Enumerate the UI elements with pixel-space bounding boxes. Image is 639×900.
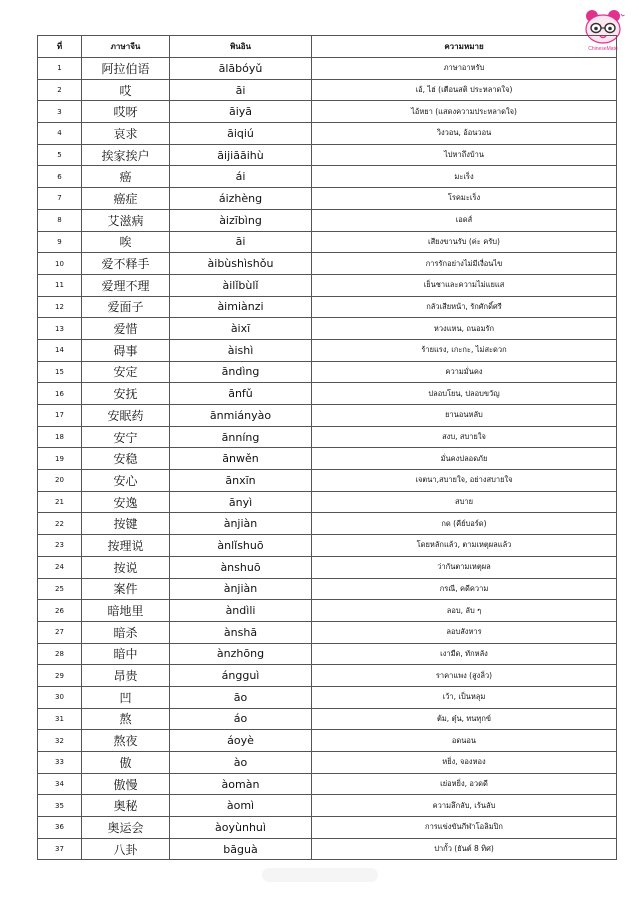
- chinese-word: 案件: [82, 578, 170, 600]
- row-number: 10: [38, 253, 82, 275]
- table-row: [38, 123, 617, 145]
- pinyin-text: āi: [170, 231, 312, 253]
- table-row: [38, 79, 617, 101]
- thai-meaning: กด (คีย์บอร์ด): [312, 513, 617, 535]
- table-row: [38, 730, 617, 752]
- row-number: 12: [38, 296, 82, 318]
- pinyin-text: àoyùnhuì: [170, 817, 312, 839]
- chinese-word: 爱不释手: [82, 253, 170, 275]
- table-row: [38, 318, 617, 340]
- pinyin-text: ānfǔ: [170, 383, 312, 405]
- thai-meaning: โรคมะเร็ง: [312, 188, 617, 210]
- table-row: [38, 58, 617, 80]
- pinyin-text: ànzhōng: [170, 643, 312, 665]
- table-row: [38, 274, 617, 296]
- thai-meaning: ยานอนหลับ: [312, 405, 617, 427]
- pinyin-text: āijiāāihù: [170, 144, 312, 166]
- table-row: [38, 621, 617, 643]
- chinese-word: 挨家挨户: [82, 144, 170, 166]
- row-number: 25: [38, 578, 82, 600]
- table-row: [38, 817, 617, 839]
- table-body: [38, 58, 617, 860]
- thai-meaning: เสียงขานรับ (ค่ะ ครับ): [312, 231, 617, 253]
- table-header-row: [38, 36, 617, 58]
- pinyin-text: ānníng: [170, 426, 312, 448]
- table-row: [38, 578, 617, 600]
- chinese-word: 八卦: [82, 838, 170, 860]
- thai-meaning: หยิ่ง, จองหอง: [312, 752, 617, 774]
- thai-meaning: หวงแหน, ถนอมรัก: [312, 318, 617, 340]
- table-row: [38, 535, 617, 557]
- chinese-word: 安定: [82, 361, 170, 383]
- pinyin-text: ānxīn: [170, 470, 312, 492]
- row-number: 31: [38, 708, 82, 730]
- thai-meaning: เย่อหยิ่ง, อวดดี: [312, 773, 617, 795]
- chinese-word: 唉: [82, 231, 170, 253]
- thai-meaning: การแข่งขันกีฬาโอลิมปิก: [312, 817, 617, 839]
- chinese-word: 癌症: [82, 188, 170, 210]
- chinese-word: 傲慢: [82, 773, 170, 795]
- table-row: [38, 101, 617, 123]
- table-row: [38, 556, 617, 578]
- chinese-word: 艾滋病: [82, 209, 170, 231]
- pinyin-text: àixī: [170, 318, 312, 340]
- chinese-word: 安抚: [82, 383, 170, 405]
- thai-meaning: โดยหลักแล้ว, ตามเหตุผลแล้ว: [312, 535, 617, 557]
- row-number: 2: [38, 79, 82, 101]
- pinyin-text: ànjiàn: [170, 513, 312, 535]
- thai-meaning: ความมั่นคง: [312, 361, 617, 383]
- row-number: 23: [38, 535, 82, 557]
- table-row: [38, 795, 617, 817]
- row-number: 9: [38, 231, 82, 253]
- row-number: 34: [38, 773, 82, 795]
- thai-meaning: ปากั้ว (ยันต์ 8 ทิศ): [312, 838, 617, 860]
- table-row: [38, 643, 617, 665]
- row-number: 33: [38, 752, 82, 774]
- chinese-word: 爱理不理: [82, 274, 170, 296]
- thai-meaning: ความลึกลับ, เร้นลับ: [312, 795, 617, 817]
- row-number: 14: [38, 339, 82, 361]
- chinese-word: 暗杀: [82, 621, 170, 643]
- thai-meaning: เงามืด, ทักหลัง: [312, 643, 617, 665]
- thai-meaning: การรักอย่างไม่มีเงื่อนไข: [312, 253, 617, 275]
- table-row: [38, 361, 617, 383]
- row-number: 21: [38, 491, 82, 513]
- chinese-word: 按说: [82, 556, 170, 578]
- row-number: 36: [38, 817, 82, 839]
- chinese-word: 安稳: [82, 448, 170, 470]
- vocabulary-table: [37, 35, 617, 860]
- thai-meaning: เอดส์: [312, 209, 617, 231]
- row-number: 5: [38, 144, 82, 166]
- header-number: ที่: [38, 36, 82, 58]
- table-row: [38, 752, 617, 774]
- table-row: [38, 600, 617, 622]
- row-number: 19: [38, 448, 82, 470]
- table-row: [38, 686, 617, 708]
- thai-meaning: เย็นชาและความไม่แยแส: [312, 274, 617, 296]
- chinese-word: 安宁: [82, 426, 170, 448]
- row-number: 29: [38, 665, 82, 687]
- pinyin-text: ànjiàn: [170, 578, 312, 600]
- thai-meaning: ไปหาถึงบ้าน: [312, 144, 617, 166]
- pinyin-text: àomàn: [170, 773, 312, 795]
- thai-meaning: ว่ากันตามเหตุผล: [312, 556, 617, 578]
- chinese-word: 熬夜: [82, 730, 170, 752]
- chinese-word: 暗地里: [82, 600, 170, 622]
- row-number: 28: [38, 643, 82, 665]
- pinyin-text: áo: [170, 708, 312, 730]
- logo-caption: ChineseMate: [588, 46, 618, 52]
- table-row: [38, 209, 617, 231]
- pinyin-text: bāguà: [170, 838, 312, 860]
- chinese-word: 安心: [82, 470, 170, 492]
- chinese-word: 哀求: [82, 123, 170, 145]
- table-row: [38, 448, 617, 470]
- thai-meaning: กลัวเสียหน้า, รักศักดิ์ศรี: [312, 296, 617, 318]
- row-number: 16: [38, 383, 82, 405]
- chinese-word: 傲: [82, 752, 170, 774]
- pinyin-text: áizhèng: [170, 188, 312, 210]
- chinese-word: 碍事: [82, 339, 170, 361]
- row-number: 11: [38, 274, 82, 296]
- row-number: 30: [38, 686, 82, 708]
- table-row: [38, 773, 617, 795]
- thai-meaning: ลอบสังหาร: [312, 621, 617, 643]
- chinese-word: 奥秘: [82, 795, 170, 817]
- row-number: 32: [38, 730, 82, 752]
- chinese-word: 奥运会: [82, 817, 170, 839]
- pinyin-text: ào: [170, 752, 312, 774]
- chinese-word: 癌: [82, 166, 170, 188]
- pinyin-text: ángguì: [170, 665, 312, 687]
- pinyin-text: àilǐbùlǐ: [170, 274, 312, 296]
- table-row: [38, 513, 617, 535]
- pinyin-text: ànlǐshuō: [170, 535, 312, 557]
- row-number: 18: [38, 426, 82, 448]
- thai-meaning: เว้า, เป็นหลุม: [312, 686, 617, 708]
- row-number: 4: [38, 123, 82, 145]
- table-row: [38, 231, 617, 253]
- table-row: [38, 188, 617, 210]
- thai-meaning: ราคาแพง (สูงลิ่ว): [312, 665, 617, 687]
- chinese-word: 爱惜: [82, 318, 170, 340]
- thai-meaning: กรณี, คดีความ: [312, 578, 617, 600]
- table-row: [38, 708, 617, 730]
- table-row: [38, 296, 617, 318]
- pinyin-text: āiqiú: [170, 123, 312, 145]
- thai-meaning: มั่นคงปลอดภัย: [312, 448, 617, 470]
- pinyin-text: āndìng: [170, 361, 312, 383]
- thai-meaning: สงบ, สบายใจ: [312, 426, 617, 448]
- row-number: 26: [38, 600, 82, 622]
- thai-meaning: อดนอน: [312, 730, 617, 752]
- thai-meaning: วิงวอน, อ้อนวอน: [312, 123, 617, 145]
- table-row: [38, 838, 617, 860]
- table-row: [38, 426, 617, 448]
- thai-meaning: ต้ม, ตุ๋น, ทนทุกข์: [312, 708, 617, 730]
- row-number: 6: [38, 166, 82, 188]
- table-row: [38, 405, 617, 427]
- chinese-word: 熬: [82, 708, 170, 730]
- pinyin-text: ái: [170, 166, 312, 188]
- pinyin-text: àimiànzi: [170, 296, 312, 318]
- pinyin-text: àibùshìshǒu: [170, 253, 312, 275]
- pinyin-text: āiyā: [170, 101, 312, 123]
- pinyin-text: àishì: [170, 339, 312, 361]
- table-row: [38, 144, 617, 166]
- row-number: 1: [38, 58, 82, 80]
- thai-meaning: เจตนา,สบายใจ, อย่างสบายใจ: [312, 470, 617, 492]
- thai-meaning: ปลอบโยน, ปลอบขวัญ: [312, 383, 617, 405]
- row-number: 27: [38, 621, 82, 643]
- thai-meaning: ภาษาอาหรับ: [312, 58, 617, 80]
- table-row: [38, 166, 617, 188]
- chinese-word: 哎呀: [82, 101, 170, 123]
- chinese-word: 昂贵: [82, 665, 170, 687]
- thai-meaning: เอ้, ไฮ่ (เตือนสติ ประหลาดใจ): [312, 79, 617, 101]
- pinyin-text: áoyè: [170, 730, 312, 752]
- thai-meaning: ไอ้หยา (แสดงความประหลาดใจ): [312, 101, 617, 123]
- row-number: 37: [38, 838, 82, 860]
- thai-meaning: สบาย: [312, 491, 617, 513]
- pinyin-text: āi: [170, 79, 312, 101]
- header-chinese: ภาษาจีน: [82, 36, 170, 58]
- pinyin-text: ànshā: [170, 621, 312, 643]
- pinyin-text: ānmiányào: [170, 405, 312, 427]
- row-number: 13: [38, 318, 82, 340]
- row-number: 15: [38, 361, 82, 383]
- table-row: [38, 665, 617, 687]
- thai-meaning: มะเร็ง: [312, 166, 617, 188]
- pinyin-text: àomì: [170, 795, 312, 817]
- header-meaning: ความหมาย: [312, 36, 617, 58]
- chinese-word: 阿拉伯语: [82, 58, 170, 80]
- chinese-word: 安逸: [82, 491, 170, 513]
- row-number: 8: [38, 209, 82, 231]
- pinyin-text: ānwěn: [170, 448, 312, 470]
- row-number: 24: [38, 556, 82, 578]
- pinyin-text: ànshuō: [170, 556, 312, 578]
- pinyin-text: àizībìng: [170, 209, 312, 231]
- thai-meaning: ลอบ, ลับ ๆ: [312, 600, 617, 622]
- table-row: [38, 339, 617, 361]
- row-number: 22: [38, 513, 82, 535]
- table-row: [38, 491, 617, 513]
- row-number: 17: [38, 405, 82, 427]
- chinese-word: 哎: [82, 79, 170, 101]
- pinyin-text: ālābóyǔ: [170, 58, 312, 80]
- table-row: [38, 383, 617, 405]
- row-number: 7: [38, 188, 82, 210]
- chinese-word: 暗中: [82, 643, 170, 665]
- row-number: 3: [38, 101, 82, 123]
- row-number: 20: [38, 470, 82, 492]
- chinese-word: 凹: [82, 686, 170, 708]
- table-row: [38, 253, 617, 275]
- row-number: 35: [38, 795, 82, 817]
- chinese-word: 爱面子: [82, 296, 170, 318]
- chinese-word: 安眠药: [82, 405, 170, 427]
- pinyin-text: āo: [170, 686, 312, 708]
- pinyin-text: àndìli: [170, 600, 312, 622]
- chinese-word: 按键: [82, 513, 170, 535]
- header-pinyin: พินอิน: [170, 36, 312, 58]
- thai-meaning: ร้ายแรง, เกะกะ, ไม่สะดวก: [312, 339, 617, 361]
- table-row: [38, 470, 617, 492]
- footer-smudge: [262, 868, 378, 882]
- pinyin-text: ānyì: [170, 491, 312, 513]
- chinese-word: 按理说: [82, 535, 170, 557]
